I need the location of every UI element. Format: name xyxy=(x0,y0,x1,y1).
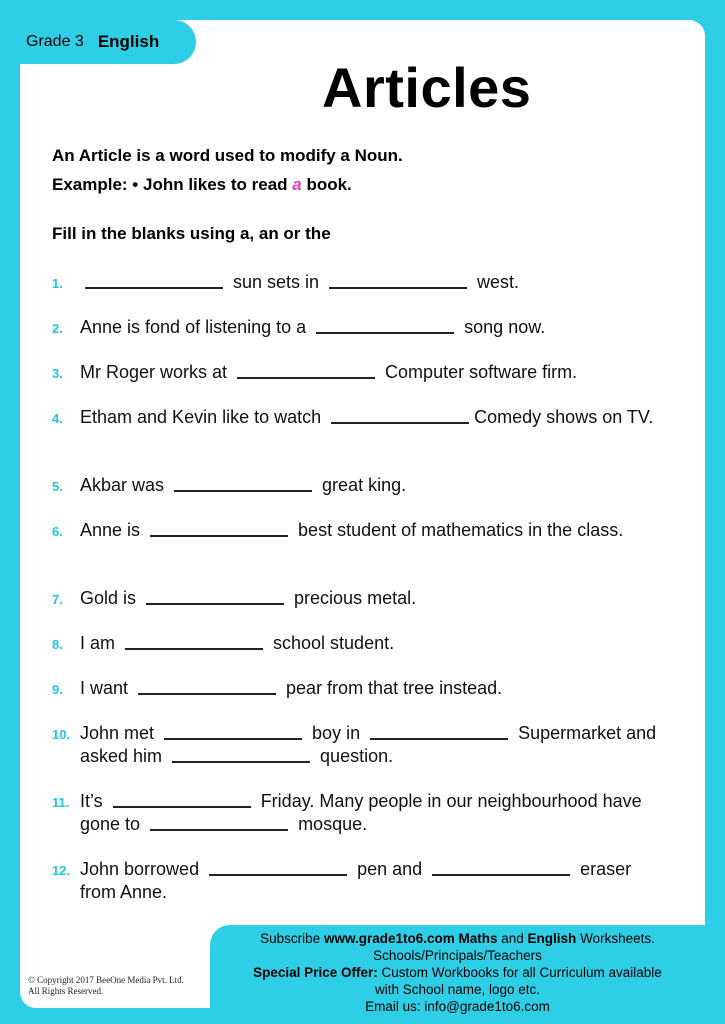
footer-offer-text: Custom Workbooks for all Curriculum available xyxy=(377,965,662,980)
answer-blank[interactable] xyxy=(174,490,312,492)
answer-blank[interactable] xyxy=(125,648,263,650)
question-text-part: west. xyxy=(472,272,520,292)
question-item xyxy=(52,677,672,700)
question-text-part: Mr Roger works at xyxy=(80,362,233,382)
question-text-part: Akbar was xyxy=(80,475,170,495)
question-text xyxy=(80,474,672,497)
footer-and: and xyxy=(497,931,528,946)
question-text xyxy=(80,722,672,768)
question-text-part: great king. xyxy=(317,475,407,495)
footer-email[interactable]: Email us: info@grade1to6.com xyxy=(365,999,550,1014)
question-text xyxy=(80,271,672,294)
question-number: 12. xyxy=(52,863,71,878)
question-number: 9. xyxy=(52,682,63,697)
footer-subscribe-text: Subscribe xyxy=(260,931,324,946)
example-article: a xyxy=(292,175,302,194)
question-text-part: school student. xyxy=(268,633,395,653)
question-item xyxy=(52,271,672,294)
question-number: 1. xyxy=(52,276,63,291)
question-text-part: eraser from Anne. xyxy=(80,859,632,902)
answer-blank[interactable] xyxy=(331,422,469,424)
question-number: 4. xyxy=(52,411,63,426)
question-text-part: Supermarket and asked him xyxy=(80,723,657,766)
question-text-part: question. xyxy=(315,746,394,766)
footer-english: English xyxy=(527,931,577,946)
question-text-part: mosque. xyxy=(293,814,368,834)
copyright-line-2: All Rights Reserved. xyxy=(28,986,104,996)
copyright-line-1: © Copyright 2017 BeeOne Media Pvt. Ltd. xyxy=(28,975,184,985)
question-text xyxy=(80,858,672,904)
question-text xyxy=(80,587,672,610)
question-item xyxy=(52,632,672,655)
subject-label: English xyxy=(97,32,160,51)
question-item xyxy=(52,474,672,497)
question-number: 6. xyxy=(52,524,63,539)
footer-line-1 xyxy=(210,930,705,947)
question-number: 8. xyxy=(52,637,63,652)
example-sentence xyxy=(52,175,352,195)
footer-maths: Maths xyxy=(458,931,498,946)
answer-blank[interactable] xyxy=(150,829,288,831)
answer-blank[interactable] xyxy=(150,535,288,537)
grade-tab xyxy=(0,20,196,64)
instruction: Fill in the blanks using a, an or the xyxy=(52,224,331,243)
question-number: 2. xyxy=(52,321,63,336)
footer-offer-label: Special Price Offer: xyxy=(253,965,378,980)
question-text-part: Computer software firm. xyxy=(380,362,578,382)
question-text-part: pear from that tree instead. xyxy=(281,678,503,698)
question-item xyxy=(52,858,672,904)
question-number: 10. xyxy=(52,727,71,742)
question-text-part: Etham and Kevin like to watch xyxy=(80,407,327,427)
question-text-part: Gold is xyxy=(80,588,142,608)
question-text-part: It’s xyxy=(80,791,108,811)
question-item xyxy=(52,587,672,610)
copyright-notice xyxy=(28,975,184,997)
question-text-part: song now. xyxy=(459,317,546,337)
question-text-part: boy in xyxy=(307,723,366,743)
answer-blank[interactable] xyxy=(164,738,302,740)
footer-site-link[interactable]: www.grade1to6.com xyxy=(323,931,455,946)
example-prefix: Example: • John likes to read xyxy=(52,175,293,194)
question-text-part: John borrowed xyxy=(80,859,205,879)
question-item xyxy=(52,316,672,339)
answer-blank[interactable] xyxy=(432,874,570,876)
page-title: Articles xyxy=(322,56,532,119)
answer-blank[interactable] xyxy=(113,806,251,808)
question-text-part: Anne is xyxy=(80,520,146,540)
question-text xyxy=(80,632,672,655)
article-definition: An Article is a word used to modify a Noun. xyxy=(52,146,403,165)
footer-line-2: Schools/Principals/Teachers xyxy=(373,948,542,963)
question-text-part: John met xyxy=(80,723,160,743)
question-item xyxy=(52,790,672,836)
question-text xyxy=(80,316,672,339)
question-text-part: I want xyxy=(80,678,134,698)
answer-blank[interactable] xyxy=(138,693,276,695)
question-item xyxy=(52,361,672,384)
question-number: 7. xyxy=(52,592,63,607)
question-number: 11. xyxy=(52,795,70,810)
question-item xyxy=(52,519,672,542)
answer-blank[interactable] xyxy=(172,761,310,763)
question-text xyxy=(80,519,672,542)
question-text xyxy=(80,406,672,429)
question-text-part: I am xyxy=(80,633,121,653)
question-text xyxy=(80,361,672,384)
question-text xyxy=(80,677,672,700)
footer-banner xyxy=(210,925,705,1014)
question-item xyxy=(52,406,672,429)
answer-blank[interactable] xyxy=(370,738,508,740)
answer-blank[interactable] xyxy=(237,377,375,379)
question-item xyxy=(52,722,672,768)
example-suffix: book. xyxy=(301,175,352,194)
question-text-part: best student of mathematics in the class. xyxy=(293,520,624,540)
question-number: 5. xyxy=(52,479,63,494)
question-text-part: Comedy shows on TV. xyxy=(474,407,654,427)
answer-blank[interactable] xyxy=(209,874,347,876)
question-text-part: Anne is fond of listening to a xyxy=(80,317,312,337)
question-text xyxy=(80,790,672,836)
question-text-part: sun sets in xyxy=(228,272,325,292)
question-text-part: Friday. Many people in our neighbourhood have gone to xyxy=(80,791,642,834)
answer-blank[interactable] xyxy=(329,287,467,289)
footer-line-3 xyxy=(210,964,705,981)
answer-blank[interactable] xyxy=(85,287,223,289)
footer-worksheets: Worksheets. xyxy=(576,931,655,946)
grade-label: Grade 3 xyxy=(26,33,84,50)
question-text-part: pen and xyxy=(352,859,428,879)
footer-line-4: with School name, logo etc. xyxy=(374,982,541,997)
question-text-part: precious metal. xyxy=(289,588,417,608)
answer-blank[interactable] xyxy=(316,332,454,334)
answer-blank[interactable] xyxy=(146,603,284,605)
question-number: 3. xyxy=(52,366,63,381)
